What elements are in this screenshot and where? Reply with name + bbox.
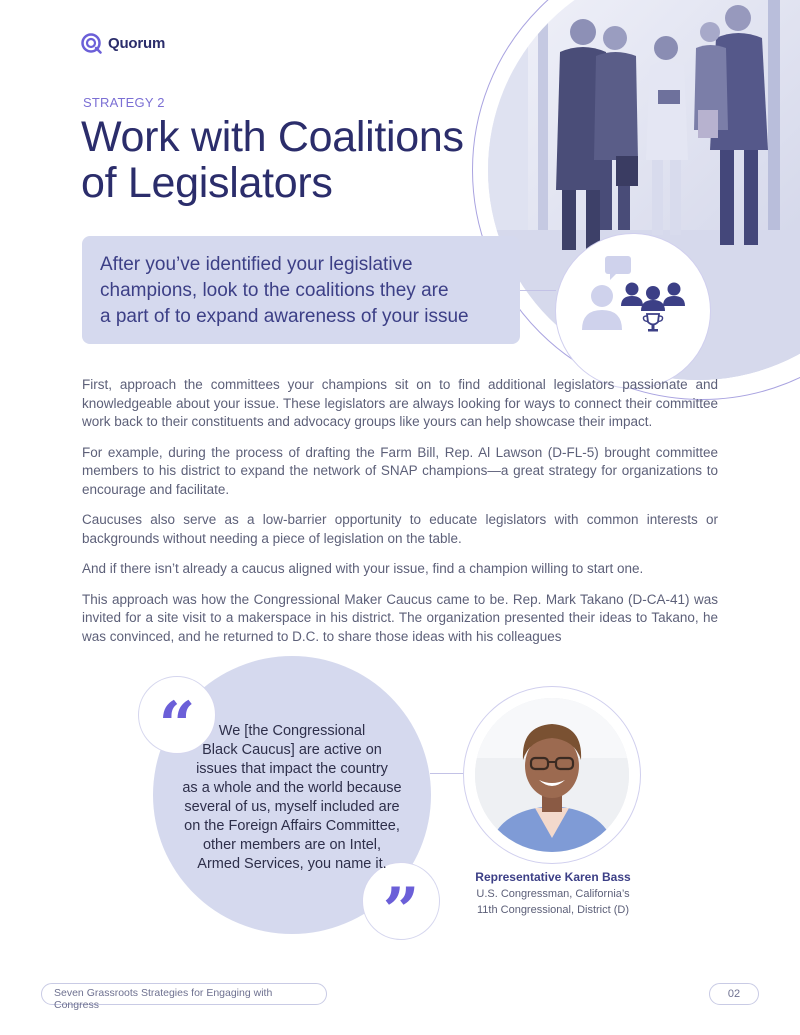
body-paragraph: And if there isn’t already a caucus aligned with your issue, find a champion willing to start one. [82, 561, 644, 576]
quote-line: other members are on Intel, [202, 837, 382, 853]
callout-connector [520, 290, 556, 291]
open-quote-icon: “ [158, 688, 196, 763]
quote-line: on the Foreign Affairs Committee, [184, 818, 400, 834]
coalition-icon [556, 234, 710, 388]
quote-line: We [the Congressional [218, 723, 366, 739]
close-quote-icon: ” [382, 874, 420, 949]
quote-line: several of us, myself included are [184, 799, 400, 815]
callout-line-2: champions, look to the coalitions they are [100, 280, 449, 301]
body-copy [82, 376, 718, 658]
quote-line: issues that impact the country [196, 761, 388, 777]
speaker-title [455, 886, 651, 918]
callout-line-3: a part of to expand awareness of your issue [100, 306, 469, 327]
speaker-title-line-2: 11th Congressional, District (D) [476, 904, 629, 916]
body-paragraph: First, approach the committees your champions sit on to find additional legislators passionate and knowledgeable about your issue. These legislators are always looking for ways to connect their committee work back to their constituents and advocacy groups like yours can help showcase their impact. [82, 377, 718, 429]
title-line-2: of Legislators [81, 159, 333, 207]
quorum-logo [80, 32, 165, 54]
quote-text [172, 722, 412, 874]
strategy-eyebrow: STRATEGY 2 [83, 95, 165, 110]
callout-line-1: After you’ve identified your legislative [100, 254, 413, 275]
page-title [81, 114, 501, 206]
speaker-illustration [475, 698, 629, 852]
speaker-portrait [475, 698, 629, 852]
body-paragraph: Caucuses also serve as a low-barrier opportunity to educate legislators with common interests or backgrounds without needing a piece of legislation on the table. [82, 512, 718, 546]
quote-line: as a whole and the world because [182, 780, 402, 796]
body-paragraph: For example, during the process of drafting the Farm Bill, Rep. Al Lawson (D-FL-5) brought committee members to his district to expand the network of SNAP champions—a great strategy for organizations to encourage and facilitate. [82, 444, 718, 497]
quorum-logo-icon [80, 32, 102, 54]
quote-line: Black Caucus] are active on [202, 742, 382, 758]
body-paragraph: This approach was how the Congressional Maker Caucus came to be. Rep. Mark Takano (D-CA-41) was invited for a site visit to a makerspace in his district. The organization presented their ideas to Takano, he was convinced, and he returned to D.C. to share those ideas with his colleagues [82, 591, 718, 644]
brand-name: Quorum [108, 34, 166, 52]
footer-document-title: Seven Grassroots Strategies for Engaging with Congress [41, 983, 327, 1005]
page-number: 02 [709, 983, 759, 1005]
group-with-trophy-icon [555, 233, 711, 389]
title-line-1: Work with Coalitions [81, 113, 464, 161]
callout-box [82, 236, 520, 344]
quote-line: Armed Services, you name it. [197, 856, 387, 872]
speaker-name: Representative Karen Bass [475, 870, 631, 884]
speaker-title-line-1: U.S. Congressman, California’s [476, 888, 630, 900]
